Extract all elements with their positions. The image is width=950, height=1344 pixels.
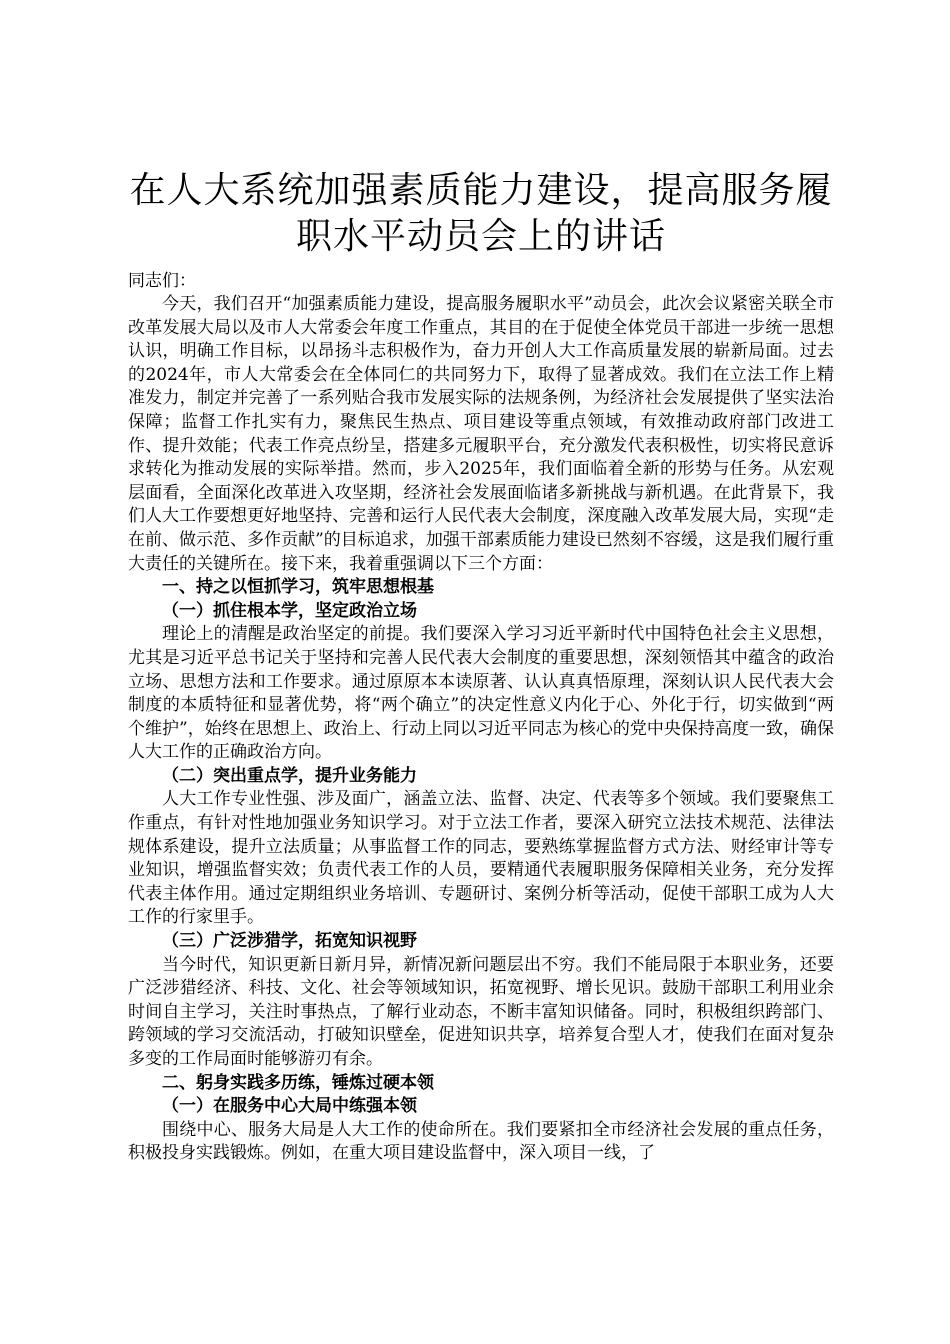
section-1-3-body: 当今时代，知识更新日新月异，新情况新问题层出不穷。我们不能局限于本职业务，还要广泛涉猎经济、科技、文化、社会等领域知识，拓宽视野、增长见识。鼓励干部职工利用业余时间自主学习，关注时事热点，了解行业动态，不断丰富知识储备。同时，积极组织跨部门、跨领域的学习交流活动，打破知识壁垒，促进知识共享，培养复合型人才，使我们在面对复杂多变的工作局面时能够游刃有余。 xyxy=(128,954,834,1069)
section-1-3-heading: （三）广泛涉猎学，拓宽知识视野 xyxy=(162,931,417,952)
section-2-1-body: 围绕中心、服务大局是人大工作的使命所在。我们要紧扣全市经济社会发展的重点任务，积极投身实践锻炼。例如，在重大项目建设监督中，深入项目一线，了 xyxy=(128,1119,834,1164)
salutation: 同志们： xyxy=(128,271,196,291)
section-2-1-heading: （一）在服务中心大局中练强本领 xyxy=(162,1096,417,1117)
section-1-2-heading: （二）突出重点学，提升业务能力 xyxy=(162,765,417,786)
section-1-1-body: 理论上的清醒是政治坚定的前提。我们要深入学习习近平新时代中国特色社会主义思想，尤其是习近平总书记关于坚持和完善人民代表大会制度的重要思想，深刻领悟其中蕴含的政治立场、思想方法和工作要求。通过原原本本读原著、认认真真悟原理，深刻认识人民代表大会制度的本质特征和显著优势，将“两个确立”的决定性意义内化于心、外化于行，切实做到“两个维护”，始终在思想上、政治上、行动上同以习近平同志为核心的党中央保持高度一致，确保人大工作的正确政治方向。 xyxy=(128,624,834,763)
section-1-2-body: 人大工作专业性强、涉及面广，涵盖立法、监督、决定、代表等多个领域。我们要聚焦工作重点，有针对性地加强业务知识学习。对于立法工作者，要深入研究立法技术规范、法律法规体系建设，提升立法质量；从事监督工作的同志，要熟练掌握监督方式方法、财经审计等专业知识，增强监督实效；负责代表工作的人员，要精通代表履职服务保障相关业务，充分发挥代表主体作用。通过定期组织业务培训、专题研讨、案例分析等活动，促使干部职工成为人大工作的行家里手。 xyxy=(128,789,834,928)
section-1-heading: 一、持之以恒抓学习，筑牢思想根基 xyxy=(162,577,434,598)
document-title: 在人大系统加强素质能力建设，提高服务履职水平动员会上的讲话 xyxy=(129,170,833,257)
section-1-1-heading: （一）抓住根本学，坚定政治立场 xyxy=(162,600,417,621)
section-2-heading: 二、躬身实践多历练，锤炼过硬本领 xyxy=(162,1072,434,1093)
document-page xyxy=(128,168,834,1166)
intro-paragraph: 今天，我们召开“加强素质能力建设，提高服务履职水平”动员会，此次会议紧密关联全市改革发展大局以及市人大常委会年度工作重点，其目的在于促使全体党员干部进一步统一思想认识，明确工作目标，以昂扬斗志积极作为，奋力开创人大工作高质量发展的崭新局面。过去的2024年，市人大常委会在全体同仁的共同努力下，取得了显著成效。我们在立法工作上精准发力，制定并完善了一系列贴合我市发展实际的法规条例，为经济社会发展提供了坚实法治保障；监督工作扎实有力，聚焦民生热点、项目建设等重点领域，有效推动政府部门改进工作、提升效能；代表工作亮点纷呈，搭建多元履职平台，充分激发代表积极性，切实将民意诉求转化为推动发展的实际举措。然而，步入2025年，我们面临着全新的形势与任务。从宏观层面看，全面深化改革进入攻坚期，经济社会发展面临诸多新挑战与新机遇。在此背景下，我们人大工作要想更好地坚持、完善和运行人民代表大会制度，深度融入改革发展大局，实现“走在前、做示范、多作贡献”的目标追求，加强干部素质能力建设已然刻不容缓，这是我们履行重大责任的关键所在。接下来，我着重强调以下三个方面： xyxy=(128,294,834,574)
